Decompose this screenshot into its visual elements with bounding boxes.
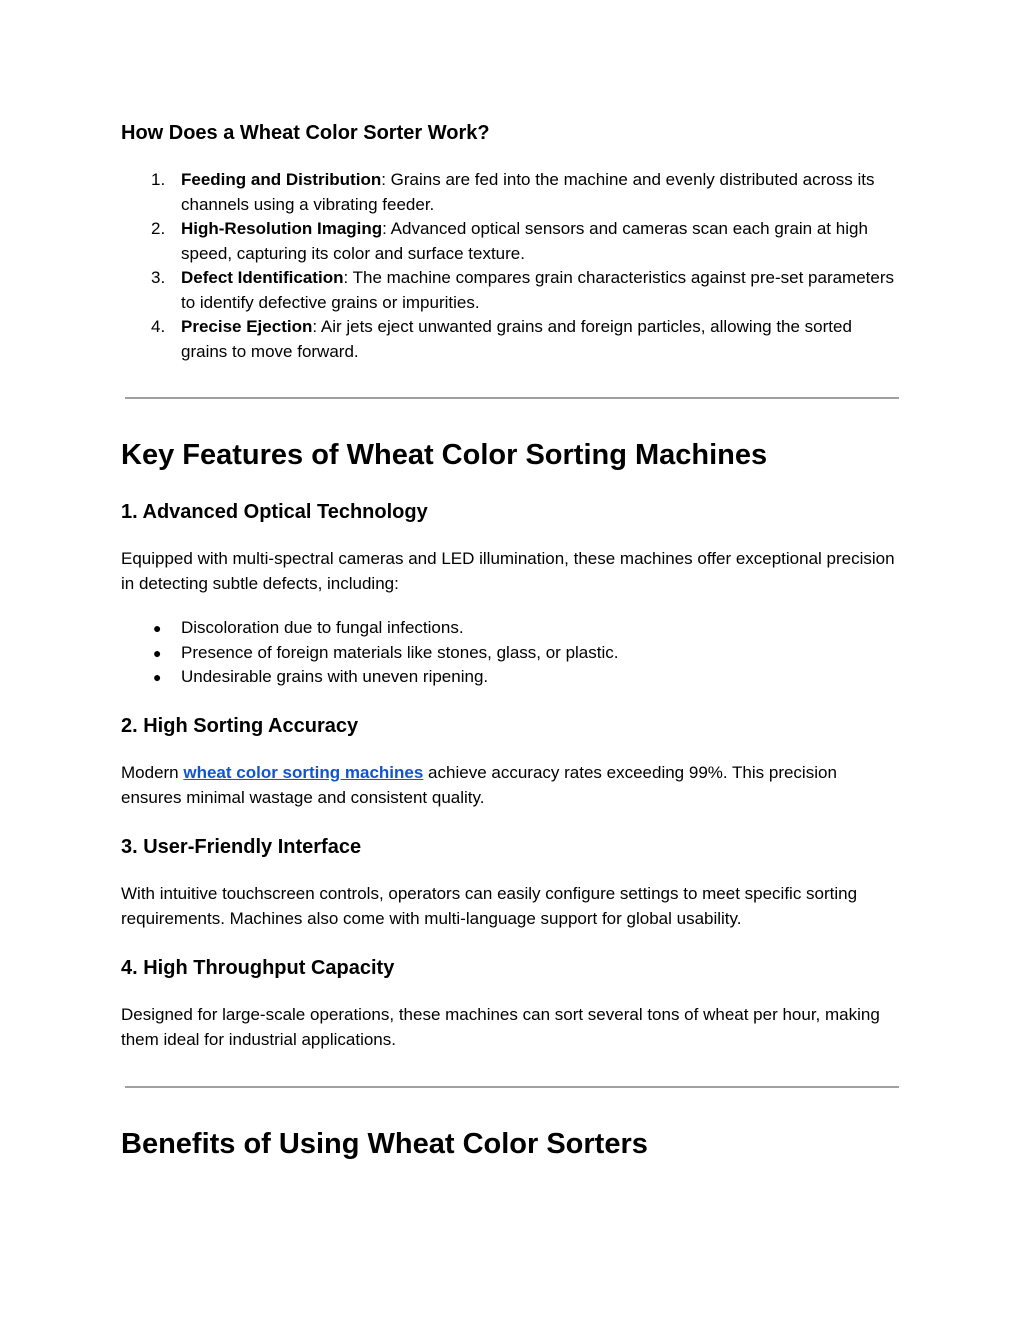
paragraph-accuracy <box>121 761 901 810</box>
wheat-color-sorting-machines-link[interactable]: wheat color sorting machines <box>183 763 424 782</box>
step-title: High-Resolution Imaging <box>181 219 383 238</box>
list-item <box>121 616 901 641</box>
heading-how-it-works: How Does a Wheat Color Sorter Work? <box>121 122 490 144</box>
bullet-text: Undesirable grains with uneven ripening. <box>181 667 489 686</box>
list-item <box>121 641 901 666</box>
bullet-icon: ● <box>153 644 162 661</box>
list-number: 2. <box>151 219 166 238</box>
list-number: 1. <box>151 170 166 189</box>
step-text: : Advanced optical sensors and cameras scan each grain at high speed, capturing its color and surface texture. <box>181 219 868 263</box>
paragraph-throughput: Designed for large-scale operations, these machines can sort several tons of wheat per hour, making them ideal for industrial applications. <box>121 1005 880 1049</box>
list-item <box>121 217 901 266</box>
accuracy-text-after: achieve accuracy rates exceeding 99%. This precision ensures minimal wastage and consistent quality. <box>121 763 837 807</box>
list-item <box>121 315 901 364</box>
list-item <box>121 168 901 217</box>
step-text: : Air jets eject unwanted grains and foreign particles, allowing the sorted grains to move forward. <box>181 317 852 361</box>
steps-list <box>121 168 901 364</box>
bullet-text: Presence of foreign materials like stones, glass, or plastic. <box>181 642 619 662</box>
heading-key-features: Key Features of Wheat Color Sorting Machines <box>121 439 768 471</box>
defects-list <box>121 616 901 690</box>
heading-user-interface: 3. User-Friendly Interface <box>121 836 362 858</box>
step-text: : Grains are fed into the machine and evenly distributed across its channels using a vibrating feeder. <box>181 170 875 214</box>
list-number: 3. <box>151 268 166 287</box>
step-title: Precise Ejection <box>181 317 313 336</box>
list-item <box>121 266 901 315</box>
heading-throughput: 4. High Throughput Capacity <box>121 957 395 979</box>
paragraph-interface: With intuitive touchscreen controls, operators can easily configure settings to meet specific sorting requirements. Machines also come with multi-language support for global usability. <box>121 884 858 928</box>
list-number: 4. <box>151 317 166 336</box>
bullet-icon: ● <box>153 669 162 685</box>
step-title: Defect Identification <box>181 268 344 287</box>
bullet-text: Discoloration due to fungal infections. <box>181 618 464 637</box>
list-item <box>121 665 901 690</box>
section-divider <box>125 1086 899 1088</box>
bullet-icon: ● <box>153 620 162 636</box>
accuracy-text-before: Modern <box>121 763 184 782</box>
paragraph-optical: Equipped with multi-spectral cameras and LED illumination, these machines offer exceptional precision in detecting subtle defects, including: <box>121 549 895 593</box>
heading-optical-technology: 1. Advanced Optical Technology <box>121 501 428 523</box>
step-title: Feeding and Distribution <box>181 170 382 189</box>
heading-sorting-accuracy: 2. High Sorting Accuracy <box>121 715 359 737</box>
heading-benefits: Benefits of Using Wheat Color Sorters <box>121 1128 648 1160</box>
step-text: : The machine compares grain characteristics against pre-set parameters to identify defective grains or impurities. <box>181 268 895 312</box>
section-divider <box>125 397 899 399</box>
